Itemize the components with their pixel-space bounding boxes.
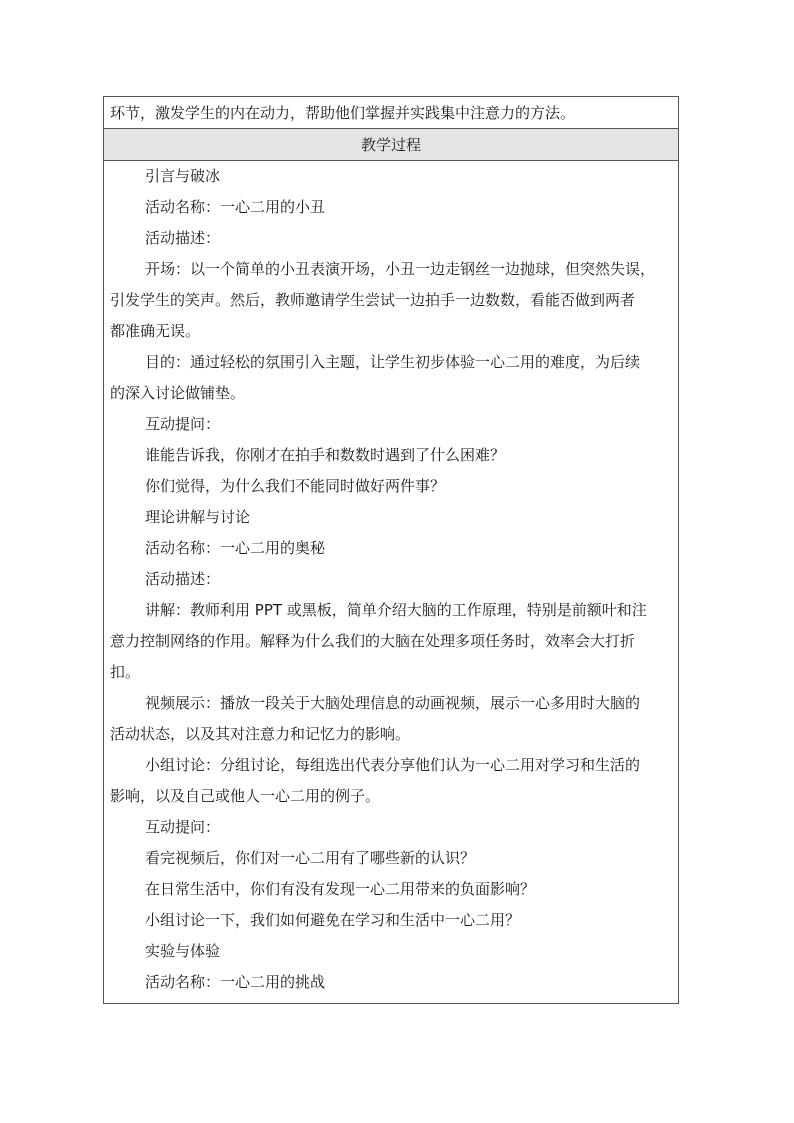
paragraph-line: 活动描述： [145, 229, 221, 247]
paragraph-line: 谁能告诉我，你刚才在拍手和数数时遇到了什么困难？ [145, 446, 506, 464]
paragraph-line: 讲解：教师利用 PPT 或黑板，简单介绍大脑的工作原理，特别是前额叶和注 [145, 601, 647, 619]
paragraph-line: 开场：以一个简单的小丑表演开场，小丑一边走钢丝一边抛球，但突然失误， [145, 260, 656, 278]
paragraph-line: 扣。 [110, 663, 141, 681]
paragraph-line: 看完视频后，你们对一心二用有了哪些新的认识？ [145, 849, 476, 867]
paragraph-line: 活动名称：一心二用的小丑 [145, 198, 326, 216]
paragraph-line: 你们觉得，为什么我们不能同时做好两件事？ [145, 477, 446, 495]
paragraph-line: 小组讨论一下，我们如何避免在学习和生活中一心二用？ [145, 911, 521, 929]
paragraph-line: 活动名称：一心二用的挑战 [145, 973, 326, 991]
paragraph-line: 实验与体验 [145, 942, 221, 960]
paragraph-line: 活动名称：一心二用的奥秘 [145, 539, 326, 557]
paragraph-line: 意力控制网络的作用。解释为什么我们的大脑在处理多项任务时，效率会大打折 [110, 632, 636, 650]
paragraph-line: 都准确无误。 [110, 322, 201, 340]
section-header: 教学过程 [104, 129, 678, 161]
paragraph-line: 引言与破冰 [145, 167, 221, 185]
paragraph-line: 在日常生活中，你们有没有发现一心二用带来的负面影响？ [145, 880, 536, 898]
paragraph-line: 目的：通过轻松的氛围引入主题，让学生初步体验一心二用的难度，为后续 [145, 353, 641, 371]
lesson-plan-table [103, 96, 679, 1004]
paragraph-line: 活动描述： [145, 570, 221, 588]
paragraph-line: 影响，以及自己或他人一心二用的例子。 [110, 787, 381, 805]
paragraph-line: 活动状态，以及其对注意力和记忆力的影响。 [110, 725, 411, 743]
teaching-process-content [104, 161, 678, 1003]
paragraph-line: 的深入讨论做铺垫。 [110, 384, 246, 402]
paragraph-line: 互动提问： [145, 818, 221, 836]
paragraph-line: 小组讨论：分组讨论，每组选出代表分享他们认为一心二用对学习和生活的 [145, 756, 641, 774]
paragraph-line: 引发学生的笑声。然后，教师邀请学生尝试一边拍手一边数数，看能否做到两者 [110, 291, 636, 309]
paragraph-line: 视频展示：播放一段关于大脑处理信息的动画视频，展示一心多用时大脑的 [145, 694, 641, 712]
paragraph-line: 互动提问： [145, 415, 221, 433]
paragraph-line: 理论讲解与讨论 [145, 508, 251, 526]
intro-line: 环节，激发学生的内在动力，帮助他们掌握并实践集中注意力的方法。 [104, 97, 678, 129]
